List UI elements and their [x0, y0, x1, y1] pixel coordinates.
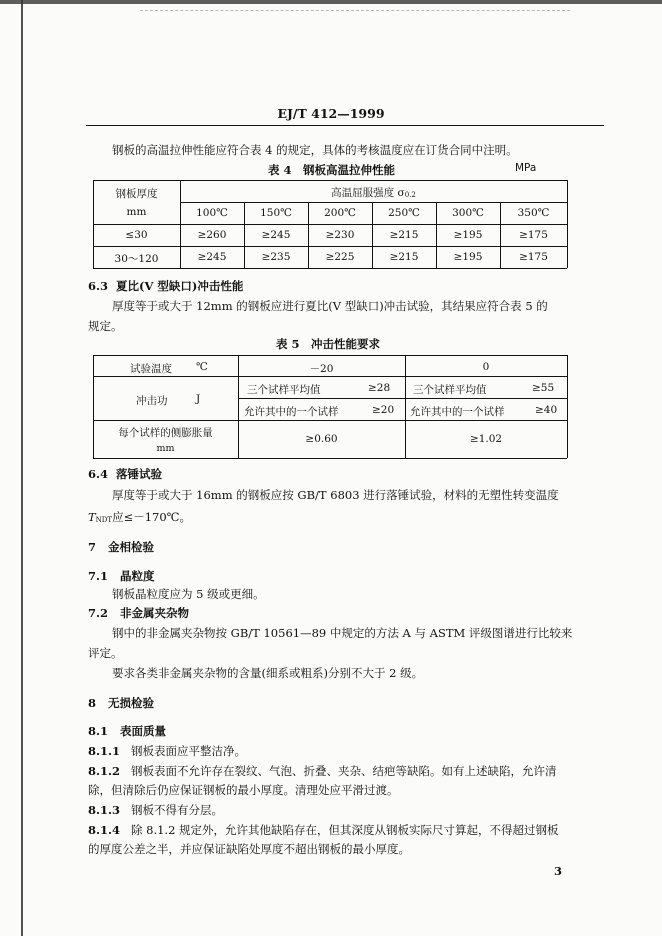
table4-cell: ≥195 — [453, 251, 483, 263]
section-7-2-text: 钢中的非金属夹杂物按 GB/T 10561—89 中规定的方法 A 与 ASTM 评级图谱进行比较来 — [112, 626, 573, 640]
table4-cell: ≥245 — [261, 229, 291, 241]
table4-head-thickness-unit: mm — [126, 206, 147, 218]
scan-edge-left — [21, 0, 23, 936]
scan-edge-top — [0, 0, 662, 4]
standard-number: EJ/T 412—1999 — [277, 106, 385, 121]
table4-temp-header: 150℃ — [260, 207, 292, 219]
table4-cell: ≥235 — [261, 251, 291, 263]
table4-cell: ≥175 — [519, 229, 548, 241]
table4-head-thickness: 钢板厚度 — [115, 188, 158, 200]
section-6-3-text: 规定。 — [88, 319, 123, 333]
table4-unit: MPa — [515, 162, 537, 174]
header-rule — [86, 125, 604, 126]
table4-cell: ≥245 — [197, 251, 227, 263]
section-7-2-text: 要求各类非金属夹杂物的含量(细系或粗系)分别不大于 2 级。 — [112, 666, 424, 680]
table5-avg-value: ≥55 — [532, 382, 555, 394]
section-6-4-heading: 6.4 落锤试验 — [88, 467, 163, 481]
table5-single-value: ≥40 — [535, 404, 558, 416]
section-8-1-4-cont: 的厚度公差之半，并应保证缺陷处厚度不超出钢板的最小厚度。 — [88, 842, 410, 856]
table5-expansion-value: ≥0.60 — [305, 433, 338, 445]
section-8-1-3: 8.1.3 钢板不得有分层。 — [88, 803, 223, 817]
table4-caption: 表 4 钢板高温拉伸性能 — [268, 163, 396, 177]
table4-cell: ≥195 — [453, 229, 483, 241]
table5-temp-label: 试验温度 — [130, 363, 172, 375]
table5-impact-label: 冲击功 — [136, 395, 168, 407]
section-7-1-heading: 7.1 晶粒度 — [88, 569, 155, 583]
section-8-1-1: 8.1.1 钢板表面应平整洁净。 — [88, 744, 246, 758]
section-8-heading: 8 无损检验 — [88, 696, 155, 710]
table4-row-thickness: ≤30 — [125, 229, 148, 241]
table4-cell: ≥230 — [325, 229, 355, 241]
scan-noise — [140, 10, 570, 21]
table5-expansion-label: 每个试样的侧膨胀量 — [118, 427, 213, 439]
table5-temp-value: －20 — [309, 363, 334, 375]
table5-caption: 表 5 冲击性能要求 — [276, 337, 381, 351]
table5-temp-unit: ℃ — [196, 361, 208, 373]
section-8-1-4: 8.1.4 除 8.1.2 规定外，允许其他缺陷存在，但其深度从钢板实际尺寸算起，不得超过钢板 — [88, 823, 559, 837]
intro-paragraph: 钢板的高温拉伸性能应符合表 4 的规定，具体的考核温度应在订货合同中注明。 — [112, 143, 518, 157]
section-6-3-text: 厚度等于或大于 12mm 的钢板应进行夏比(V 型缺口)冲击试验，其结果应符合表 5 的 — [112, 299, 548, 313]
section-7-1-text: 钢板晶粒度应为 5 级或更细。 — [112, 587, 265, 601]
table4-cell: ≥260 — [197, 229, 227, 241]
table5-expansion-unit: mm — [156, 443, 175, 454]
page-number: 3 — [554, 864, 563, 878]
table4-temp-header: 300℃ — [452, 207, 484, 219]
section-6-4-text: TNDT应≤－170℃。 — [88, 510, 192, 524]
table4-cell: ≥225 — [325, 251, 355, 263]
table4-cell: ≥215 — [389, 229, 419, 241]
table5-avg-value: ≥28 — [368, 382, 391, 394]
table4-temp-header: 250℃ — [388, 207, 420, 219]
table4-temp-header: 350℃ — [517, 207, 550, 219]
section-8-1-heading: 8.1 表面质量 — [88, 724, 167, 738]
section-8-1-2: 8.1.2 钢板表面不允许存在裂纹、气泡、折叠、夹杂、结疤等缺陷。如有上述缺陷，允许清 — [88, 764, 557, 778]
table5-single-label: 允许其中的一个试样 — [410, 406, 505, 418]
section-7-2-heading: 7.2 非金属夹杂物 — [88, 606, 190, 620]
section-7-2-text: 评定。 — [88, 646, 123, 660]
section-6-4-text: 厚度等于或大于 16mm 的钢板应按 GB/T 6803 进行落锤试验，材料的无塑性转变温度 — [112, 488, 559, 502]
table5-single-value: ≥20 — [372, 404, 395, 416]
section-8-1-2-cont: 除，但清除后仍应保证钢板的最小厚度。清理处应平滑过渡。 — [88, 783, 399, 797]
table5-temp-value: 0 — [482, 361, 490, 373]
table4-cell: ≥215 — [389, 251, 419, 263]
table5-expansion-value: ≥1.02 — [469, 433, 503, 445]
table4-temp-header: 100℃ — [196, 207, 228, 219]
table5-impact-unit: J — [196, 393, 201, 405]
table5-single-label: 允许其中的一个试样 — [244, 406, 339, 418]
table5-avg-label: 三个试样平均值 — [247, 384, 321, 396]
table4-cell: ≥175 — [519, 251, 548, 263]
table4-row-thickness: 30～120 — [114, 253, 159, 265]
table4-temp-header: 200℃ — [324, 207, 356, 219]
table4-head-yield: 高温屈服强度 σ0.2 — [331, 187, 416, 199]
table5-avg-label: 三个试样平均值 — [413, 384, 487, 396]
section-6-3-heading: 6.3 夏比(V 型缺口)冲击性能 — [88, 279, 244, 293]
section-7-heading: 7 金相检验 — [88, 540, 155, 554]
